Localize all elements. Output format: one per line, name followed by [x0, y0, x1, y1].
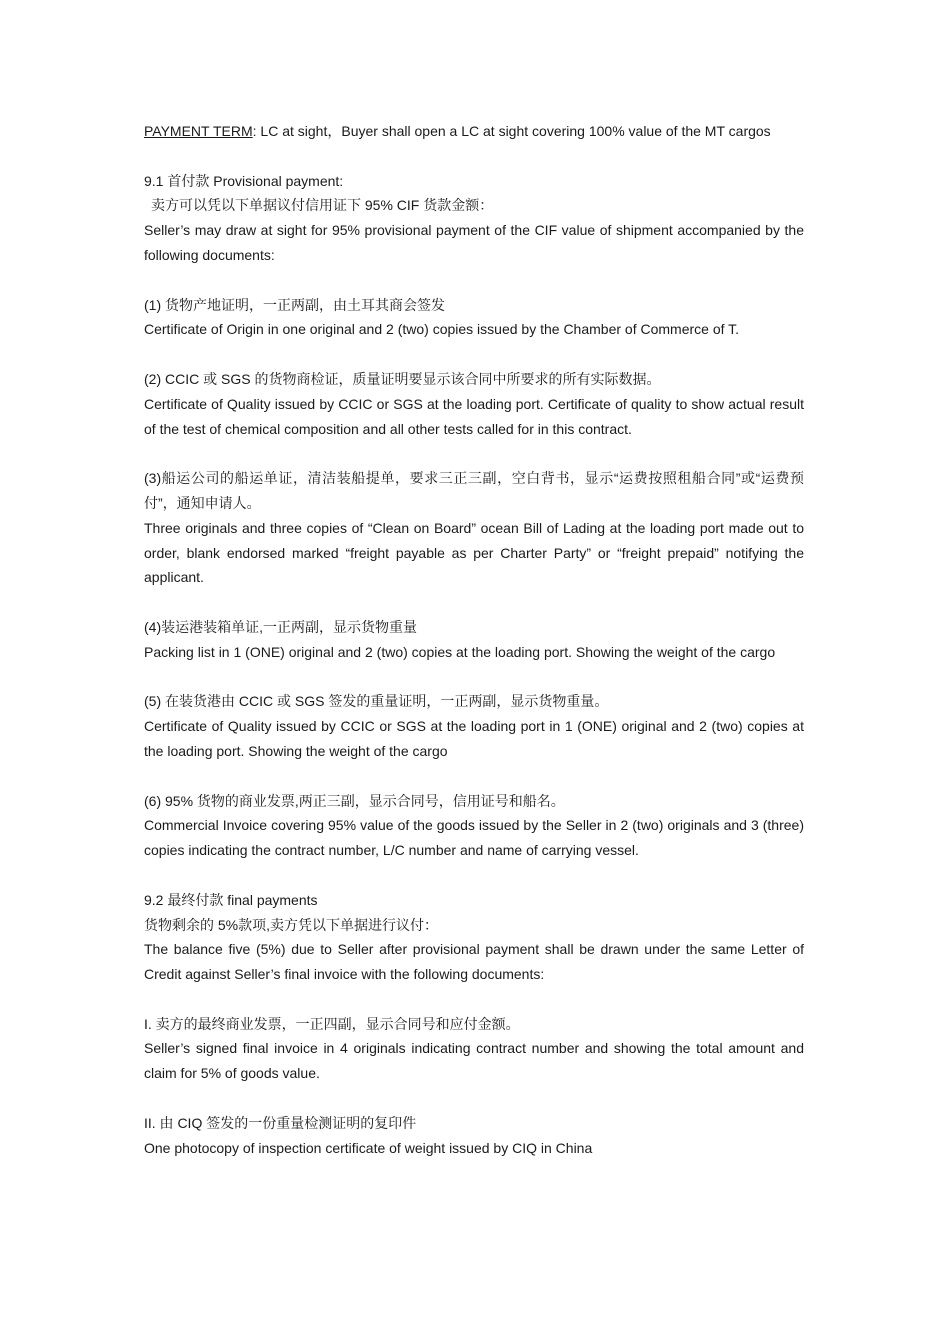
doc-3-cn: (3)船运公司的船运单证，清洁装船提单，要求三正三副，空白背书，显示“运费按照租船合同”或“运费预付”，通知申请人。: [144, 470, 804, 511]
doc-3-en: Three originals and three copies of “Clean on Board” ocean Bill of Lading at the loading port made out to order, blank endorsed marked “freight payable as per Charter Party” or “freight prepaid” notifying the applicant.: [144, 519, 804, 586]
final-doc-1-en: Seller’s signed final invoice in 4 originals indicating contract number and showing the total amount and claim for 5% of goods value.: [144, 1040, 804, 1082]
final-doc-2-cn: II. 由 CIQ 签发的一份重量检测证明的复印件: [144, 1114, 417, 1131]
provisional-cn: 卖方可以凭以下单据议付信用证下 95% CIF 货款金额：: [151, 197, 494, 214]
spacer: [144, 987, 804, 1012]
payment-term-line: [144, 119, 804, 144]
spacer: [144, 342, 804, 367]
final-cn: 货物剩余的 5%款项,卖方凭以下单据进行议付：: [144, 916, 439, 933]
doc-2-cn: (2) CCIC 或 SGS 的货物商检证，质量证明要显示该合同中所要求的所有实际数据。: [144, 370, 661, 387]
doc-4-en: Packing list in 1 (ONE) original and 2 (two) copies at the loading port. Showing the weight of the cargo: [144, 643, 776, 660]
doc-4-cn: (4)装运港装箱单证,一正两副，显示货物重量: [144, 618, 417, 635]
doc-5-en: Certificate of Quality issued by CCIC or SGS at the loading port in 1 (ONE) original and 2 (two) copies at the loading port. Showing the weight of the cargo: [144, 718, 804, 759]
spacer: [144, 144, 804, 169]
final-doc-2-en: One photocopy of inspection certificate of weight issued by CIQ in China: [144, 1139, 593, 1156]
document-page: [144, 119, 804, 1160]
doc-2-en: Certificate of Quality issued by CCIC or SGS at the loading port. Certificate of quality to show actual result of the test of chemical composition and all other tests called for in this contract.: [144, 395, 804, 437]
payment-term-text: : LC at sight，Buyer shall open a LC at sight covering 100% value of the MT cargos: [252, 123, 771, 139]
final-doc-1-cn: I. 卖方的最终商业发票，一正四副，显示合同号和应付金额。: [144, 1015, 520, 1032]
spacer: [144, 764, 804, 789]
doc-1-en: Certificate of Origin in one original and 2 (two) copies issued by the Chamber of Commerce of T.: [144, 321, 740, 338]
spacer: [144, 863, 804, 888]
final-en: The balance five (5%) due to Seller after provisional payment shall be drawn under the same Letter of Credit against Seller’s final invoice with the following documents:: [144, 941, 804, 983]
spacer: [144, 590, 804, 615]
payment-term-label: PAYMENT TERM: [144, 123, 253, 139]
doc-6-cn: (6) 95% 货物的商业发票,两正三副，显示合同号，信用证号和船名。: [144, 792, 565, 809]
spacer: [144, 268, 804, 293]
final-heading: 9.2 最终付款 final payments: [144, 891, 318, 908]
doc-1-cn: (1) 货物产地证明，一正两副，由土耳其商会签发: [144, 296, 445, 313]
spacer: [144, 665, 804, 690]
provisional-en: Seller’s may draw at sight for 95% provisional payment of the CIF value of shipment accompanied by the following documents:: [144, 222, 804, 263]
spacer: [144, 441, 804, 466]
provisional-heading: 9.1 首付款 Provisional payment:: [144, 172, 344, 189]
spacer: [144, 1086, 804, 1111]
doc-6-en: Commercial Invoice covering 95% value of the goods issued by the Seller in 2 (two) originals and 3 (three) copies indicating the contract number, L/C number and name of carrying vessel.: [144, 817, 804, 859]
doc-5-cn: (5) 在装货港由 CCIC 或 SGS 签发的重量证明，一正两副，显示货物重量。: [144, 693, 609, 710]
